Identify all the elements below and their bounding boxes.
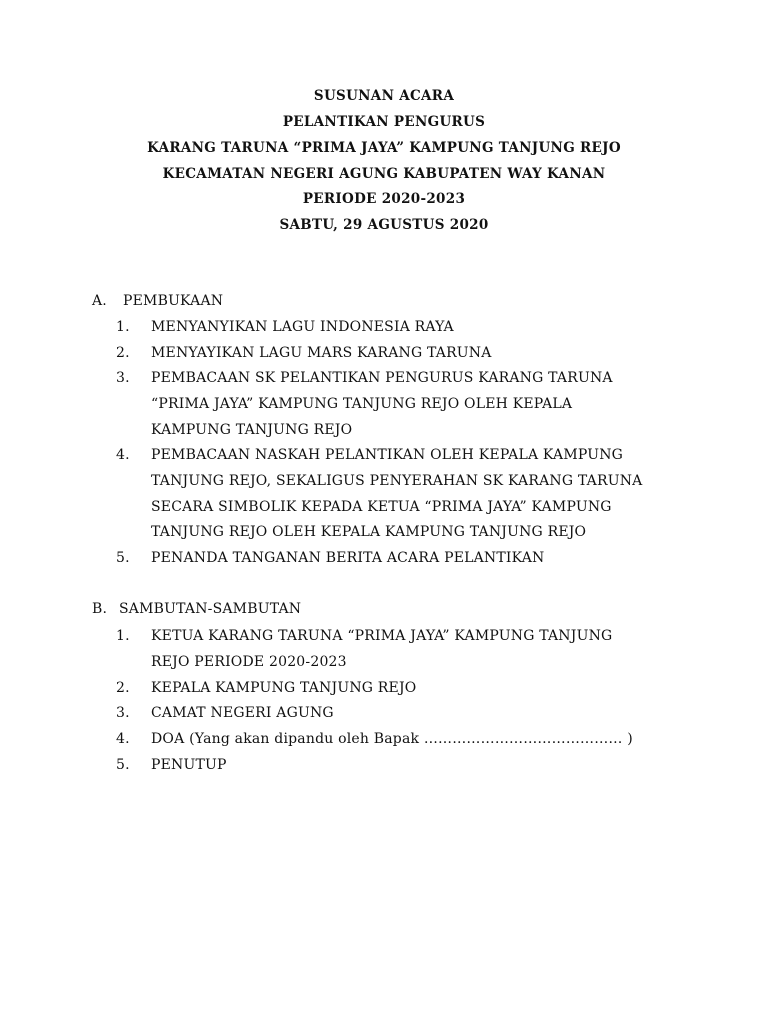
item-text: “PRIMA JAYA” KAMPUNG TANJUNG REJO OLEH KEPALA [151, 396, 573, 412]
item-text: PEMBACAAN SK PELANTIKAN PENGURUS KARANG TARUNA [151, 370, 613, 386]
item-number: 5. [116, 757, 130, 773]
item-text: KAMPUNG TANJUNG REJO [151, 422, 353, 438]
item-number: 1. [116, 319, 130, 335]
item-number: 2. [116, 345, 130, 361]
item-text: KETUA KARANG TARUNA “PRIMA JAYA” KAMPUNG TANJUNG [151, 628, 613, 644]
item-number: 2. [116, 680, 130, 696]
header-period: PERIODE 2020-2023 [302, 191, 466, 207]
item-number: 3. [116, 370, 130, 386]
section-letter: A. [92, 293, 107, 309]
header-organization: KARANG TARUNA “PRIMA JAYA” KAMPUNG TANJUNG REJO [147, 140, 621, 156]
header-title: SUSUNAN ACARA [313, 88, 455, 104]
item-text: MENYANYIKAN LAGU INDONESIA RAYA [151, 319, 454, 335]
item-text: DOA (Yang akan dipandu oleh Bapak …………………………………… ) [151, 731, 633, 747]
item-text: PENANDA TANGANAN BERITA ACARA PELANTIKAN [151, 550, 545, 566]
item-number: 5. [116, 550, 130, 566]
item-text: PEMBACAAN NASKAH PELANTIKAN OLEH KEPALA KAMPUNG [151, 447, 624, 463]
header-district: KECAMATAN NEGERI AGUNG KABUPATEN WAY KANAN [162, 166, 606, 182]
section-letter: B. [92, 601, 108, 617]
header-date: SABTU, 29 AGUSTUS 2020 [279, 217, 489, 233]
item-number: 4. [116, 731, 130, 747]
item-number: 3. [116, 705, 130, 721]
item-text: MENYAYIKAN LAGU MARS KARANG TARUNA [151, 345, 492, 361]
section-title: SAMBUTAN-SAMBUTAN [119, 601, 302, 617]
item-number: 4. [116, 447, 130, 463]
item-text: PENUTUP [151, 757, 227, 773]
item-text: CAMAT NEGERI AGUNG [151, 705, 334, 721]
item-text: REJO PERIODE 2020-2023 [151, 654, 347, 670]
header-subtitle: PELANTIKAN PENGURUS [282, 114, 486, 130]
item-text: KEPALA KAMPUNG TANJUNG REJO [151, 680, 417, 696]
item-number: 1. [116, 628, 130, 644]
item-text: SECARA SIMBOLIK KEPADA KETUA “PRIMA JAYA” KAMPUNG [151, 499, 612, 515]
item-text: TANJUNG REJO OLEH KEPALA KAMPUNG TANJUNG REJO [151, 524, 587, 540]
section-title: PEMBUKAAN [123, 293, 224, 309]
item-text: TANJUNG REJO, SEKALIGUS PENYERAHAN SK KARANG TARUNA [151, 473, 643, 489]
